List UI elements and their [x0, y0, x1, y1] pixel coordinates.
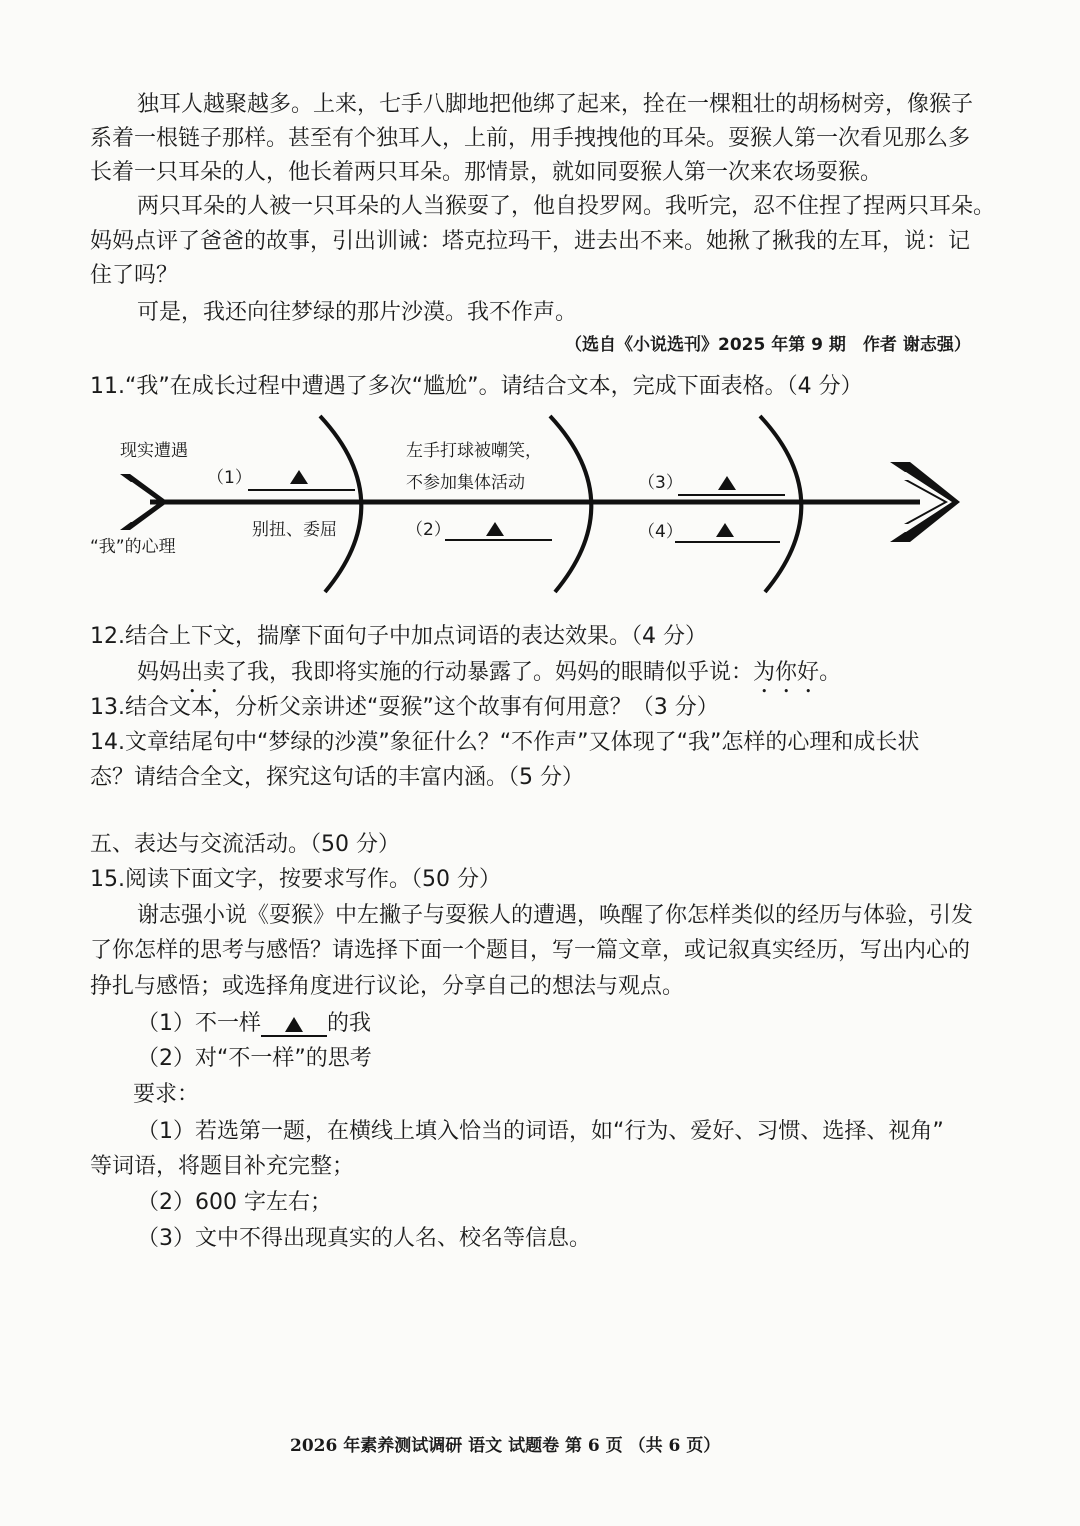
blank-1-label: （1） [207, 468, 252, 488]
row-label-psychology: “我”的心理 [90, 537, 176, 557]
q15-req3: （3）文中不得出现真实的人名、校名等信息。 [137, 1226, 591, 1251]
q12-sentence [137, 658, 841, 698]
topic-1-blank [261, 1013, 327, 1037]
story-p1-line3: 长着一只耳朵的人，他长着两只耳朵。那情景，就如同耍猴人第一次来农场耍猴。 [90, 160, 883, 185]
story-p2-line2: 妈妈点评了爸爸的故事，引出训诫：塔克拉玛干，进去出不来。她揪了揪我的左耳，说：记 [90, 229, 971, 254]
q12-sentence-part-a: 妈妈 [137, 660, 182, 685]
q15-intro-line1: 谢志强小说《耍猴》中左撇子与耍猴人的遭遇，唤醒了你怎样类似的经历与体验，引发 [137, 903, 974, 928]
topic-1-triangle-icon [285, 1017, 303, 1032]
q15-intro-line3: 挣扎与感悟；或选择角度进行议论，分享自己的想法与观点。 [90, 974, 685, 999]
blank-2-label: （2） [406, 520, 451, 540]
q12-dotted-word-1: 出卖 [181, 660, 226, 685]
source-citation: （选自《小说选刊》2025 年第 9 期 作者 谢志强） [565, 335, 971, 355]
q15-requirements-heading: 要求： [133, 1082, 200, 1107]
question-11: 11.“我”在成长过程中遭遇了多次“尴尬”。请结合文本，完成下面表格。（4 分） [90, 374, 863, 399]
blank-2-triangle-icon [486, 522, 504, 536]
blank-4-label: （4） [638, 522, 683, 542]
q15-topic-2: （2）对“不一样”的思考 [137, 1046, 372, 1071]
row-label-reality: 现实遭遇 [120, 441, 188, 461]
given-top-line1: 左手打球被嘲笑， [406, 441, 542, 461]
story-p1-line1: 独耳人越聚越多。上来，七手八脚地把他绑了起来，拴在一棵粗壮的胡杨树旁，像猴子 [137, 92, 974, 117]
blank-1-triangle-icon [290, 470, 308, 484]
topic-1-prefix: （1）不一样 [137, 1011, 261, 1036]
topic-1-suffix: 的我 [327, 1011, 372, 1036]
q15-req1-line2: 等词语，将题目补充完整； [90, 1154, 355, 1179]
q15-intro-line2: 了你怎样的思考与感悟？请选择下面一个题目，写一篇文章，或记叙真实经历，写出内心的 [90, 938, 971, 963]
q15-req1-line1: （1）若选第一题，在横线上填入恰当的词语，如“行为、爱好、习惯、选择、视角” [137, 1119, 944, 1144]
blank-4-triangle-icon [716, 523, 734, 537]
question-14-line1: 14.文章结尾句中“梦绿的沙漠”象征什么？“不作声”又体现了“我”怎样的心理和成长状 [90, 730, 920, 755]
q12-sentence-part-b: 了我，我即将实施的行动暴露了。妈妈的眼睛似乎说： [225, 660, 754, 685]
blank-3-label: （3） [638, 473, 683, 493]
blank-3-triangle-icon [718, 476, 736, 490]
page-footer: 2026 年素养测试调研 语文 试题卷 第 6 页 （共 6 页） [290, 1436, 721, 1456]
question-13: 13.结合文本，分析父亲讲述“耍猴”这个故事有何用意？（3 分） [90, 695, 719, 720]
question-15: 15.阅读下面文字，按要求写作。（50 分） [90, 867, 501, 892]
question-12: 12.结合上下文，揣摩下面句子中加点词语的表达效果。（4 分） [90, 624, 707, 649]
given-top-line2: 不参加集体活动 [406, 473, 525, 493]
section-5-heading: 五、表达与交流活动。（50 分） [90, 832, 400, 857]
q12-sentence-part-c: 。 [819, 660, 842, 685]
q15-topic-1 [137, 1009, 371, 1039]
question-14-line2: 态？请结合全文，探究这句话的丰富内涵。（5 分） [90, 765, 584, 790]
story-p3: 可是，我还向往梦绿的那片沙漠。我不作声。 [137, 300, 578, 325]
story-p2-line3: 住了吗？ [90, 263, 179, 288]
story-p2-line1: 两只耳朵的人被一只耳朵的人当猴耍了，他自投罗网。我听完，忍不住捏了捏两只耳朵。 [137, 194, 996, 219]
story-p1-line2: 系着一根链子那样。甚至有个独耳人，上前，用手拽拽他的耳朵。耍猴人第一次看见那么多 [90, 126, 971, 151]
given-bottom: 别扭、委屈 [252, 520, 337, 540]
q15-req2: （2）600 字左右； [137, 1190, 332, 1215]
q12-dotted-word-2: 为你好 [753, 660, 820, 685]
